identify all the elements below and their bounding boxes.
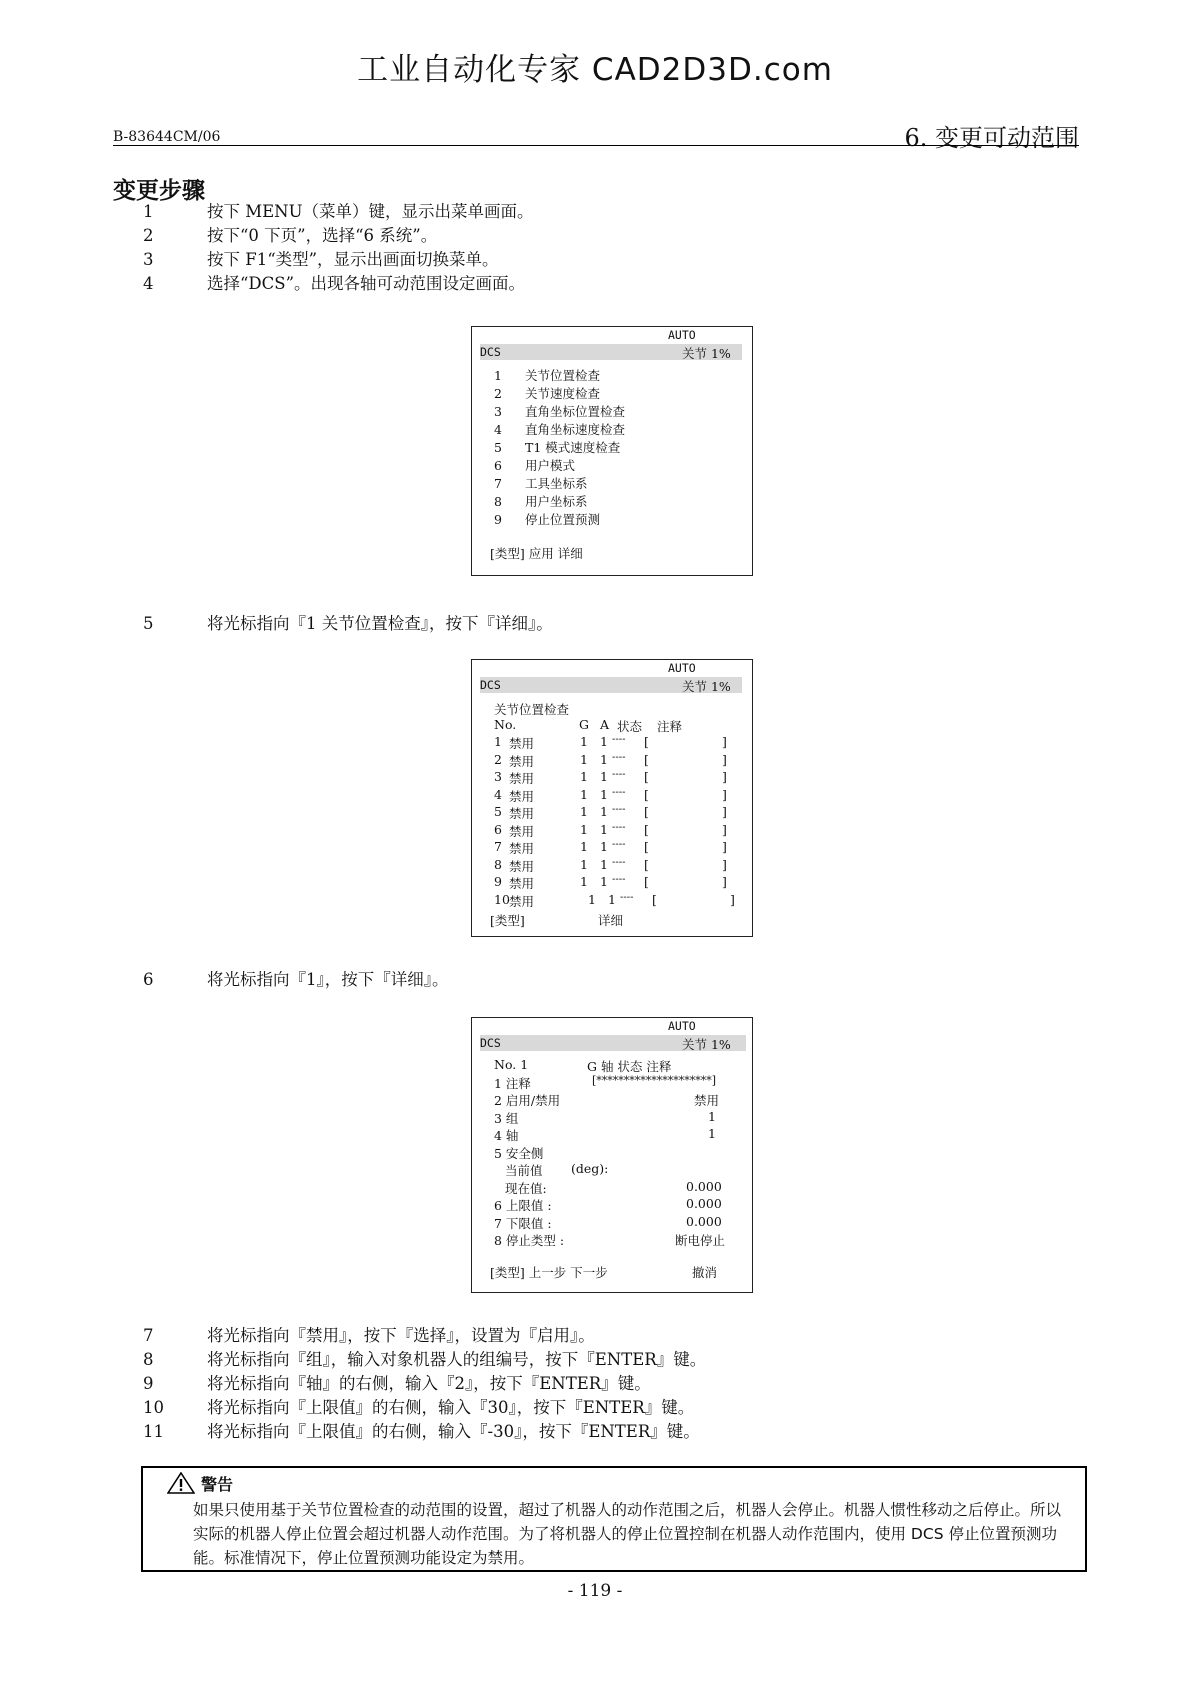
row-state: ---- bbox=[620, 891, 634, 903]
upper-limit-label: 6 上限值 : bbox=[494, 1198, 552, 1213]
row-comment-open: [ bbox=[644, 839, 649, 854]
row-axis: 1 bbox=[600, 804, 608, 819]
row-group: 1 bbox=[580, 734, 588, 749]
step-text: 将光标指向『上限值』的右侧，输入『30』，按下『ENTER』键。 bbox=[207, 1398, 695, 1417]
section-heading: 变更步骤 bbox=[113, 177, 205, 204]
step-item bbox=[143, 272, 1043, 296]
row-comment-close: ] bbox=[722, 821, 727, 837]
screen-title: DCS bbox=[480, 678, 501, 692]
row-axis: 1 bbox=[600, 786, 608, 802]
step-item bbox=[143, 968, 1043, 992]
row-axis: 1 bbox=[600, 874, 608, 889]
screen-title: DCS bbox=[480, 345, 501, 359]
step-number: 6 bbox=[143, 970, 154, 989]
row-number: 5 bbox=[494, 804, 502, 819]
step-item bbox=[143, 612, 1043, 636]
detail-column-headers: G 轴 状态 注释 bbox=[587, 1059, 672, 1074]
step-item bbox=[143, 1396, 1043, 1420]
row-number: 7 bbox=[494, 839, 502, 854]
row-comment-close: ] bbox=[722, 874, 727, 889]
list-subtitle: 关节位置检查 bbox=[494, 702, 570, 717]
header-rule bbox=[113, 145, 1079, 146]
screen-title: DCS bbox=[480, 1036, 501, 1050]
row-state: ---- bbox=[612, 804, 626, 815]
row-comment-close: ] bbox=[722, 769, 727, 784]
current-value-label: 当前值 bbox=[505, 1163, 543, 1178]
step-text: 将光标指向『1』，按下『详细』。 bbox=[207, 970, 449, 989]
step-text: 按下“0 下页”，选择“6 系统”。 bbox=[207, 226, 438, 245]
row-number: 8 bbox=[494, 856, 502, 872]
detail-number: No. 1 bbox=[494, 1057, 529, 1072]
row-comment-open: [ bbox=[652, 891, 657, 907]
present-value-label: 现在值: bbox=[505, 1181, 547, 1196]
step-item bbox=[143, 1372, 1043, 1396]
group-label: 3 组 bbox=[494, 1111, 519, 1126]
row-comment-close: ] bbox=[730, 891, 735, 907]
enable-disable-value[interactable]: 禁用 bbox=[694, 1093, 720, 1108]
row-group: 1 bbox=[580, 804, 588, 819]
joint-position-detail-screen bbox=[471, 1017, 753, 1293]
step-text: 将光标指向『禁用』，按下『选择』，设置为『启用』。 bbox=[207, 1326, 595, 1345]
mode-indicator: AUTO bbox=[668, 1019, 696, 1033]
row-status-label: 禁用 bbox=[509, 753, 535, 769]
status-indicator: 关节 1% bbox=[682, 679, 731, 694]
enable-disable-label: 2 启用/禁用 bbox=[494, 1093, 561, 1108]
row-axis: 1 bbox=[600, 769, 608, 784]
function-key-undo[interactable]: 撤消 bbox=[692, 1265, 718, 1280]
row-comment-open: [ bbox=[644, 769, 649, 784]
column-axis: A bbox=[600, 717, 610, 732]
row-comment-open: [ bbox=[644, 856, 649, 872]
row-number: 6 bbox=[494, 821, 502, 837]
site-banner: 工业自动化专家 CAD2D3D.com bbox=[357, 52, 833, 88]
row-comment-close: ] bbox=[722, 804, 727, 819]
row-number: 10 bbox=[494, 891, 510, 907]
step-text: 将光标指向『轴』的右侧，输入『2』，按下『ENTER』键。 bbox=[207, 1374, 651, 1393]
row-comment-close: ] bbox=[722, 734, 727, 749]
row-comment-close: ] bbox=[722, 786, 727, 802]
row-status-label: 禁用 bbox=[509, 858, 535, 874]
mode-indicator: AUTO bbox=[668, 661, 696, 675]
row-status-label: 禁用 bbox=[509, 788, 535, 804]
chapter-title: 6. 变更可动范围 bbox=[904, 124, 1079, 152]
present-value: 0.000 bbox=[686, 1179, 722, 1194]
step-text: 按下 MENU（菜单）键，显示出菜单画面。 bbox=[207, 202, 534, 221]
row-axis: 1 bbox=[600, 839, 608, 854]
row-group: 1 bbox=[580, 751, 588, 767]
row-number: 1 bbox=[494, 734, 502, 749]
status-indicator: 关节 1% bbox=[682, 1037, 731, 1052]
row-state: ---- bbox=[612, 874, 626, 885]
warning-box bbox=[141, 1466, 1087, 1572]
row-comment-open: [ bbox=[644, 786, 649, 802]
row-comment-open: [ bbox=[644, 751, 649, 767]
stop-type-label: 8 停止类型 : bbox=[494, 1233, 565, 1248]
upper-limit-value[interactable]: 0.000 bbox=[686, 1196, 722, 1211]
menu-item-joint-speed[interactable]: 2 关节速度检查 bbox=[494, 386, 601, 401]
row-group: 1 bbox=[580, 769, 588, 784]
menu-item-stop-prediction[interactable]: 9 停止位置预测 bbox=[494, 512, 601, 527]
menu-item-user-mode[interactable]: 6 用户模式 bbox=[494, 458, 576, 473]
row-number: 9 bbox=[494, 874, 502, 889]
function-key-bar[interactable]: [类型] 应用 详细 bbox=[490, 546, 583, 561]
step-item bbox=[143, 200, 1043, 224]
column-group: G bbox=[579, 717, 589, 732]
step-number: 8 bbox=[143, 1350, 154, 1369]
menu-item-user-frame[interactable]: 8 用户坐标系 bbox=[494, 494, 588, 509]
function-key-bar[interactable]: [类型] 上一步 下一步 bbox=[490, 1265, 608, 1280]
row-comment-open: [ bbox=[644, 804, 649, 819]
step-number: 7 bbox=[143, 1326, 154, 1345]
row-status-label: 禁用 bbox=[509, 823, 535, 839]
row-axis: 1 bbox=[600, 734, 608, 749]
step-text: 按下 F1“类型”，显示出画面切换菜单。 bbox=[207, 250, 499, 269]
row-state: ---- bbox=[612, 786, 626, 798]
step-number: 9 bbox=[143, 1374, 154, 1393]
step-number: 5 bbox=[143, 614, 154, 633]
row-status-label: 禁用 bbox=[509, 806, 535, 821]
row-comment-open: [ bbox=[644, 874, 649, 889]
menu-item-cartesian-speed[interactable]: 4 直角坐标速度检查 bbox=[494, 422, 626, 437]
axis-value[interactable]: 1 bbox=[708, 1126, 716, 1141]
row-state: ---- bbox=[612, 769, 626, 780]
step-number: 4 bbox=[143, 274, 154, 293]
document-number: B-83644CM/06 bbox=[113, 129, 221, 145]
row-state: ---- bbox=[612, 751, 626, 763]
group-value[interactable]: 1 bbox=[708, 1109, 716, 1124]
row-number: 3 bbox=[494, 769, 502, 784]
step-item bbox=[143, 1420, 1043, 1444]
step-number: 11 bbox=[143, 1422, 164, 1441]
page-number: - 119 - bbox=[567, 1581, 623, 1601]
row-comment-close: ] bbox=[722, 856, 727, 872]
menu-item-tool-frame[interactable]: 7 工具坐标系 bbox=[494, 476, 588, 491]
lower-limit-label: 7 下限值 : bbox=[494, 1216, 552, 1231]
warning-title: 警告 bbox=[201, 1475, 234, 1494]
row-group: 1 bbox=[588, 891, 596, 907]
status-indicator: 关节 1% bbox=[682, 346, 731, 361]
row-axis: 1 bbox=[608, 891, 616, 907]
stop-type-value[interactable]: 断电停止 bbox=[675, 1233, 726, 1248]
function-key-type[interactable]: [类型] bbox=[490, 913, 525, 928]
current-value-unit: (deg): bbox=[571, 1161, 609, 1176]
row-group: 1 bbox=[580, 856, 588, 872]
row-status-label: 禁用 bbox=[509, 893, 535, 909]
step-item bbox=[143, 1324, 1043, 1348]
column-no: No. bbox=[494, 717, 517, 732]
comment-field[interactable]: [*********************] bbox=[592, 1074, 717, 1087]
mode-indicator: AUTO bbox=[668, 328, 696, 342]
menu-item-cartesian-position[interactable]: 3 直角坐标位置检查 bbox=[494, 404, 626, 419]
row-comment-open: [ bbox=[644, 734, 649, 749]
row-comment-open: [ bbox=[644, 821, 649, 837]
row-axis: 1 bbox=[600, 856, 608, 872]
row-group: 1 bbox=[580, 874, 588, 889]
dcs-menu-screen bbox=[471, 326, 753, 576]
menu-item-joint-position[interactable]: 1 关节位置检查 bbox=[494, 368, 601, 383]
row-axis: 1 bbox=[600, 821, 608, 837]
step-text: 选择“DCS”。出现各轴可动范围设定画面。 bbox=[207, 274, 526, 293]
step-number: 3 bbox=[143, 250, 154, 269]
row-comment-close: ] bbox=[722, 751, 727, 767]
row-group: 1 bbox=[580, 821, 588, 837]
step-item bbox=[143, 248, 1043, 272]
column-state: 状态 bbox=[617, 719, 643, 734]
row-axis: 1 bbox=[600, 751, 608, 767]
column-comment: 注释 bbox=[657, 719, 683, 734]
row-number: 2 bbox=[494, 751, 502, 767]
step-item bbox=[143, 224, 1043, 248]
step-number: 1 bbox=[143, 202, 154, 221]
joint-position-list-screen bbox=[471, 659, 753, 937]
row-status-label: 禁用 bbox=[509, 736, 535, 751]
axis-label: 4 轴 bbox=[494, 1128, 519, 1143]
step-text: 将光标指向『上限值』的右侧，输入『-30』，按下『ENTER』键。 bbox=[207, 1422, 700, 1441]
row-status-label: 禁用 bbox=[509, 771, 535, 786]
row-number: 4 bbox=[494, 786, 502, 802]
step-text: 将光标指向『组』，输入对象机器人的组编号，按下『ENTER』键。 bbox=[207, 1350, 707, 1369]
step-item bbox=[143, 1348, 1043, 1372]
row-state: ---- bbox=[612, 734, 626, 745]
step-number: 2 bbox=[143, 226, 154, 245]
comment-label: 1 注释 bbox=[494, 1076, 531, 1091]
row-group: 1 bbox=[580, 786, 588, 802]
row-group: 1 bbox=[580, 839, 588, 854]
step-number: 10 bbox=[143, 1398, 164, 1417]
row-state: ---- bbox=[612, 821, 626, 833]
row-comment-close: ] bbox=[722, 839, 727, 854]
row-state: ---- bbox=[612, 856, 626, 868]
warning-text: 如果只使用基于关节位置检查的动范围的设置，超过了机器人的动作范围之后，机器人会停止。机器人惯性移动之后停止。所以实际的机器人停止位置会超过机器人动作范围。为了将机器人的停止位置控制在机器人动作范围内，使用 DCS 停止位置预测功能。标准情况下，停止位置预测功能设定为禁用。 bbox=[193, 1501, 1062, 1567]
menu-item-t1-speed[interactable]: 5 T1 模式速度检查 bbox=[494, 440, 621, 455]
step-text: 将光标指向『1 关节位置检查』，按下『详细』。 bbox=[207, 614, 553, 633]
row-status-label: 禁用 bbox=[509, 841, 535, 856]
row-status-label: 禁用 bbox=[509, 876, 535, 891]
row-state: ---- bbox=[612, 839, 626, 850]
warning-triangle-icon bbox=[167, 1472, 195, 1494]
function-key-detail[interactable]: 详细 bbox=[598, 913, 624, 928]
safe-side-label: 5 安全侧 bbox=[494, 1146, 544, 1161]
lower-limit-value[interactable]: 0.000 bbox=[686, 1214, 722, 1229]
